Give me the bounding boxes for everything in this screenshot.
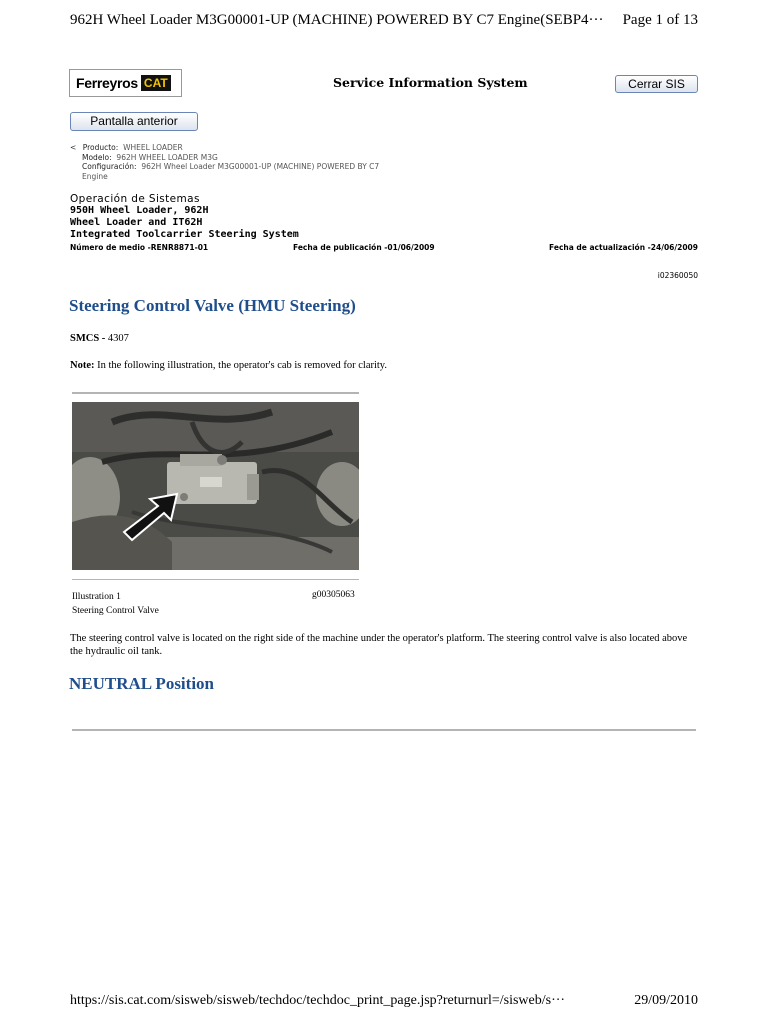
illustration-bottom-divider <box>72 579 359 580</box>
document-id: i02360050 <box>657 271 698 280</box>
smcs-line <box>70 333 129 344</box>
section-heading: Steering Control Valve (HMU Steering) <box>69 296 356 315</box>
steering-control-valve-photo <box>72 402 359 570</box>
operation-line2: Wheel Loader and IT62H <box>70 217 203 228</box>
illustration-caption <box>72 590 159 618</box>
ferreyros-cat-logo <box>69 69 182 97</box>
document-title: 962H Wheel Loader M3G00001-UP (MACHINE) POWERED BY C7 Engine(SEBP4··· <box>70 12 604 28</box>
operation-title: Operación de Sistemas <box>70 193 200 205</box>
close-sis-button[interactable]: Cerrar SIS <box>615 75 698 93</box>
cat-logo: CAT <box>141 75 171 91</box>
logo-text: Ferreyros <box>76 75 138 91</box>
note-text: In the following illustration, the operator's cab is removed for clarity. <box>97 360 388 371</box>
note-label: Note: <box>70 360 95 371</box>
photo-drawing <box>72 402 359 570</box>
producto-value: WHEEL LOADER <box>123 143 183 152</box>
illustration-caption-text: Steering Control Valve <box>72 606 159 616</box>
media-number: Número de medio -RENR8871-01 <box>70 243 209 252</box>
modelo-label: Modelo: <box>82 152 112 162</box>
producto-label: Producto: <box>82 143 119 152</box>
update-date: Fecha de actualización -24/06/2009 <box>549 243 698 252</box>
system-title: Service Information System <box>333 75 528 90</box>
section-divider <box>72 729 696 731</box>
back-arrow-icon[interactable]: < <box>70 143 77 152</box>
footer-date: 29/09/2010 <box>634 993 698 1008</box>
page-number: Page 1 of 13 <box>622 12 698 28</box>
operation-line1: 950H Wheel Loader, 962H <box>70 205 209 216</box>
modelo-value: 962H WHEEL LOADER M3G <box>116 152 218 162</box>
footer-url: https://sis.cat.com/sisweb/sisweb/techdoc/techdoc_print_page.jsp?returnurl=/sisweb/s··· <box>70 993 566 1008</box>
illustration-code: g00305063 <box>312 590 355 600</box>
operation-block <box>70 193 299 241</box>
illustration-label: Illustration 1 <box>72 592 121 602</box>
illustration-top-divider <box>72 392 359 394</box>
breadcrumb <box>70 143 379 181</box>
note-line <box>70 360 387 371</box>
operation-line3: Integrated Toolcarrier Steering System <box>70 229 299 240</box>
body-paragraph: The steering control valve is located on the right side of the machine under the operator's platform. The steering control valve is also located above the hydraulic oil tank. <box>70 633 688 657</box>
config-value-cont: Engine <box>82 171 108 181</box>
previous-screen-button[interactable]: Pantalla anterior <box>70 112 198 131</box>
smcs-value: 4307 <box>107 333 129 344</box>
smcs-label: SMCS - <box>70 333 106 344</box>
config-label: Configuración: <box>82 162 137 171</box>
publication-date: Fecha de publicación -01/06/2009 <box>293 243 435 252</box>
neutral-position-heading: NEUTRAL Position <box>69 674 214 693</box>
config-value: 962H Wheel Loader M3G00001-UP (MACHINE) POWERED BY C7 <box>141 162 380 171</box>
